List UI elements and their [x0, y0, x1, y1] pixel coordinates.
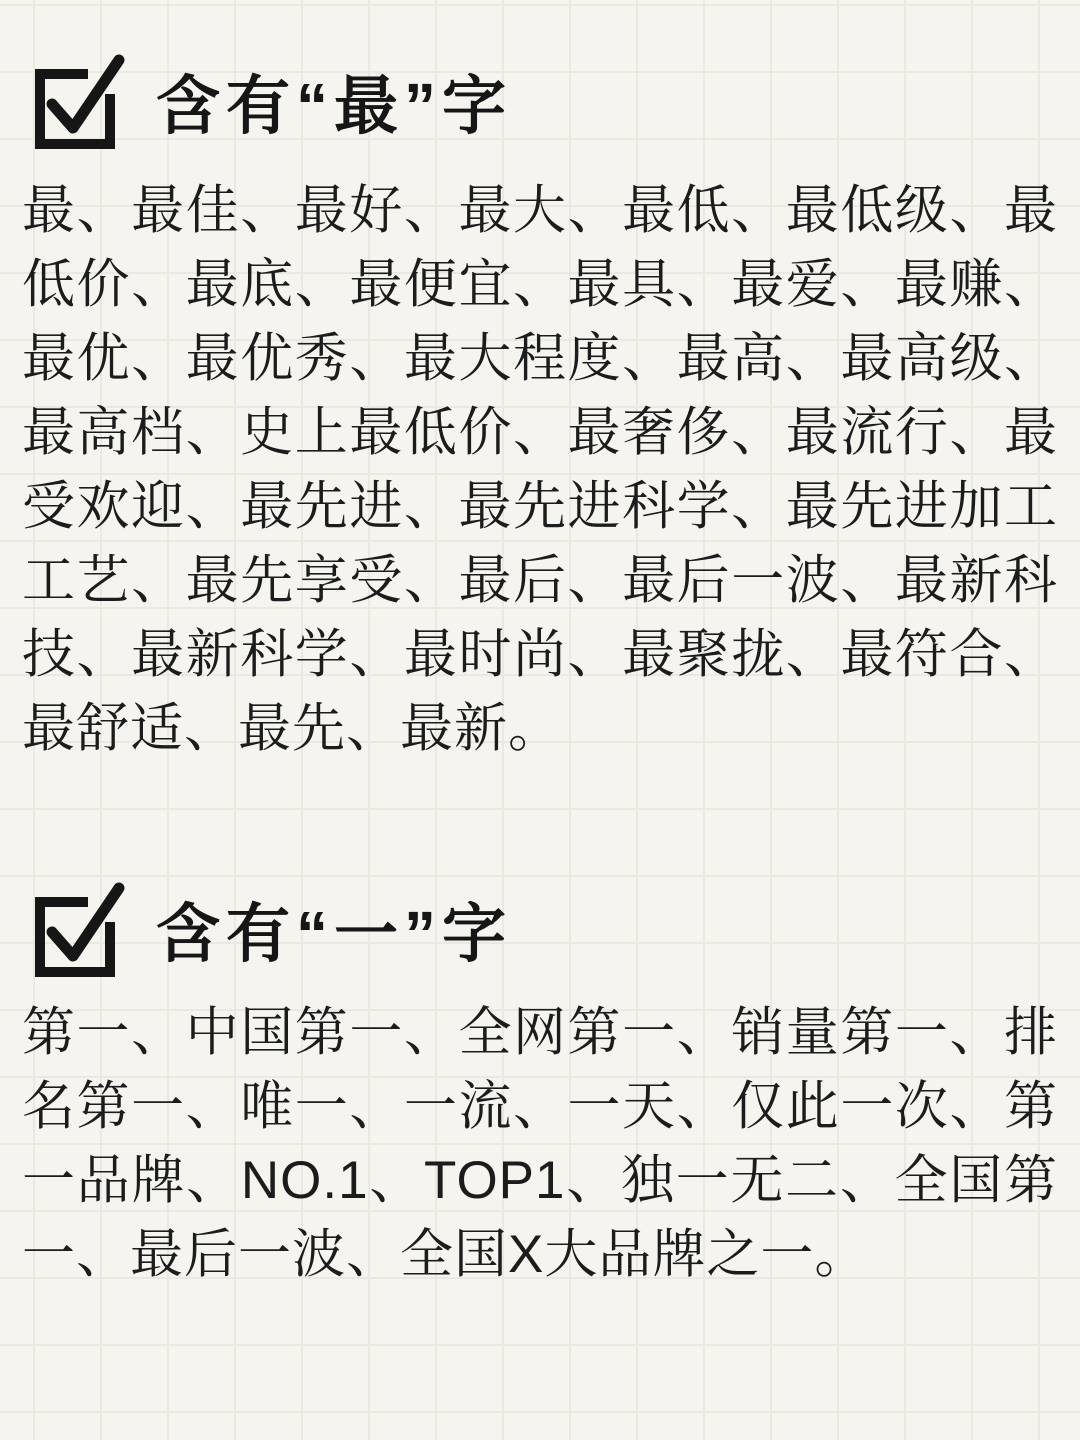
section-yi-heading [22, 878, 1058, 986]
section-yi-body: 第一、中国第一、全网第一、销量第一、排名第一、唯一、一流、一天、仅此一次、第一品牌、NO.1、TOP1、独一无二、全国第一、最后一波、全国X大品牌之一。 [22, 1003, 1058, 1284]
section-zui-body: 最、最佳、最好、最大、最低、最低级、最低价、最底、最便宜、最具、最爱、最赚、最优、最优秀、最大程度、最高、最高级、最高档、史上最低价、最奢侈、最流行、最受欢迎、最先进、最先进科学、最先进加工工艺、最先享受、最后、最后一波、最新科技、最新科学、最时尚、最聚拢、最符合、最舒适、最先、最新。 [22, 181, 1058, 758]
checkbox-checked-icon [26, 880, 126, 984]
section-zui-title: 含有“最”字 [156, 70, 512, 142]
section-zui-heading [22, 50, 1058, 158]
section-yi-title: 含有“一”字 [156, 898, 512, 970]
section-yi [22, 878, 1058, 1292]
section-zui [22, 50, 1058, 766]
checkbox-checked-icon [26, 52, 126, 156]
